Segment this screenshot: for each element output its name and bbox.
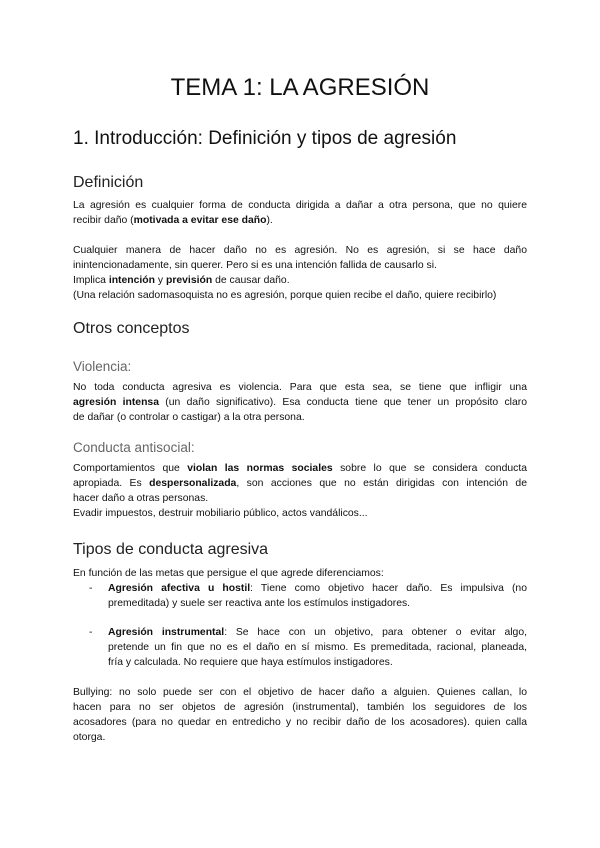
text-span: sobre lo que se considera conducta	[332, 463, 528, 474]
subheading-otros-conceptos: Otros conceptos	[73, 320, 190, 337]
bold-text: violan las normas sociales	[187, 463, 333, 474]
text-span: ).	[266, 215, 273, 226]
text-line: (Una relación sadomasoquista no es agresión, porque quien recibe el daño, quiere recibirlo)	[73, 290, 497, 301]
paragraph-definicion	[73, 198, 527, 228]
text-line: hacer daño a otras personas.	[73, 493, 209, 504]
paragraph-tipos-intro: En función de las metas que persigue el que agrede diferenciamos:	[73, 568, 384, 579]
text-line: Cualquier manera de hacer daño no es agresión. No es agresión, si se hace daño	[73, 245, 527, 256]
text-span: Implica	[73, 275, 109, 286]
paragraph-bullying	[73, 685, 527, 745]
list-item-agresion-instrumental	[108, 625, 527, 670]
text-span: : Tiene como objetivo hacer daño. Es impulsiva (no	[250, 583, 527, 594]
bold-text: intención	[108, 275, 155, 286]
subheading-definicion: Definición	[73, 174, 144, 191]
bold-text: agresión intensa	[73, 397, 159, 408]
bold-text: Agresión instrumental	[108, 627, 225, 638]
section-heading-introduccion: 1. Introducción: Definición y tipos de agresión	[73, 128, 457, 149]
bold-text: previsión	[165, 275, 213, 286]
text-line: pretende un fin que no es el daño en sí mismo. Es premeditada, racional, planeada,	[108, 642, 527, 653]
text-line: inintencionadamente, sin querer. Pero si es una intención fallida de causarlo si.	[73, 260, 437, 271]
bullet-marker: -	[89, 627, 93, 638]
list-item-agresion-afectiva	[108, 581, 527, 611]
bold-text: motivada a evitar ese daño	[133, 215, 267, 226]
paragraph-violencia	[73, 380, 527, 425]
bullet-marker: -	[89, 583, 93, 594]
text-line: No toda conducta agresiva es violencia. Para que esta sea, se tiene que infligir una	[73, 382, 527, 393]
text-span: (un daño significativo). Esa conducta tiene que tener un propósito claro	[159, 397, 527, 408]
text-line: La agresión es cualquier forma de conducta dirigida a dañar a otra persona, que no quiere	[73, 200, 527, 211]
bold-text: Agresión afectiva u hostil	[108, 583, 251, 594]
text-line: Bullying: no solo puede ser con el objetivo de hacer daño a alguien. Quienes callan, lo	[73, 687, 527, 698]
text-span: de causar daño.	[212, 275, 290, 286]
text-span: apropiada. Es	[73, 478, 150, 489]
text-line: premeditada) y suele ser reactiva ante los estímulos instigadores.	[108, 598, 411, 609]
paragraph-no-es-agresion	[73, 243, 527, 303]
text-line: Evadir impuestos, destruir mobiliario público, actos vandálicos...	[73, 508, 368, 519]
document-title: TEMA 1: LA AGRESIÓN	[170, 74, 430, 101]
text-span: recibir daño (	[73, 215, 134, 226]
subheading-conducta-antisocial: Conducta antisocial:	[73, 440, 195, 455]
text-line: otorga.	[73, 732, 106, 743]
subheading-violencia: Violencia:	[73, 359, 132, 374]
text-span: , son acciones que no están dirigidas con intención de	[236, 478, 527, 489]
text-line: de dañar (o controlar o castigar) a la otra persona.	[73, 412, 305, 423]
text-line: fría y calculada. No requiere que haya estímulos instigadores.	[108, 657, 393, 668]
text-line: hacen para no ser objetos de agresión (instrumental), también los seguidores de los	[73, 702, 527, 713]
text-span: Comportamientos que	[73, 463, 188, 474]
text-line: acosadores (para no quedar en entredicho y no recibir daño de los acosadores). quien calla	[73, 717, 527, 728]
text-span: : Se hace con un objetivo, para obtener o evitar algo,	[224, 627, 527, 638]
paragraph-conducta-antisocial	[73, 461, 527, 521]
bold-text: despersonalizada	[149, 478, 237, 489]
subheading-tipos-conducta: Tipos de conducta agresiva	[73, 541, 269, 558]
text-span: y	[155, 275, 166, 286]
